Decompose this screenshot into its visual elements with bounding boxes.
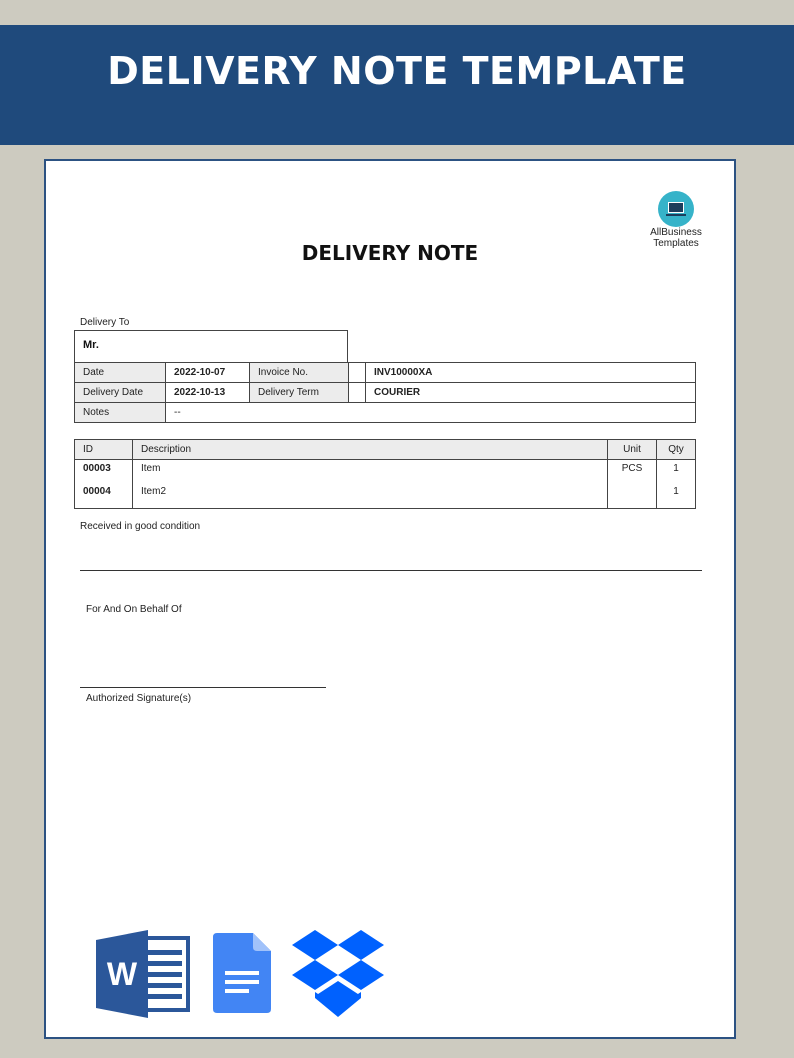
recipient-box xyxy=(74,330,348,363)
item-description: Item2 xyxy=(133,483,608,509)
header-qty: Qty xyxy=(657,440,696,460)
banner xyxy=(0,25,794,145)
info-label: Date xyxy=(75,363,166,383)
header-unit: Unit xyxy=(608,440,657,460)
item-description: Item xyxy=(133,460,608,484)
info-table xyxy=(74,362,696,423)
item-qty: 1 xyxy=(657,483,696,509)
signature-label: Authorized Signature(s) xyxy=(86,693,192,704)
info-spacer xyxy=(349,363,366,383)
laptop-icon xyxy=(658,191,694,227)
notes-label: Notes xyxy=(75,403,166,423)
behalf-label: For And On Behalf Of xyxy=(86,604,182,615)
received-line xyxy=(80,570,702,571)
received-label: Received in good condition xyxy=(80,521,201,532)
items-table xyxy=(74,439,696,509)
info-value: 2022-10-07 xyxy=(166,363,250,383)
table-row xyxy=(75,483,696,509)
info-row xyxy=(75,363,696,383)
signature-line xyxy=(80,687,326,688)
item-unit xyxy=(608,483,657,509)
notes-row xyxy=(75,403,696,423)
info-row xyxy=(75,383,696,403)
info-spacer xyxy=(349,383,366,403)
info-value: 2022-10-13 xyxy=(166,383,250,403)
info-label: Invoice No. xyxy=(250,363,349,383)
document-title: DELIVERY NOTE xyxy=(301,241,479,265)
info-label: Delivery Term xyxy=(250,383,349,403)
svg-text:W: W xyxy=(106,956,138,992)
table-row xyxy=(75,460,696,484)
item-qty: 1 xyxy=(657,460,696,484)
logo-line-1: AllBusiness xyxy=(650,227,702,238)
item-id: 00003 xyxy=(75,460,133,484)
notes-value: -- xyxy=(166,403,696,423)
items-header-row xyxy=(75,440,696,460)
delivery-to-label: Delivery To xyxy=(80,317,130,328)
document-sheet xyxy=(44,159,736,1039)
header-id: ID xyxy=(75,440,133,460)
recipient-name: Mr. xyxy=(83,339,99,351)
info-value: COURIER xyxy=(366,383,696,403)
item-id: 00004 xyxy=(75,483,133,509)
google-docs-icon xyxy=(213,933,271,1013)
item-unit: PCS xyxy=(608,460,657,484)
header-description: Description xyxy=(133,440,608,460)
logo-line-2: Templates xyxy=(653,238,699,249)
info-label: Delivery Date xyxy=(75,383,166,403)
banner-title: DELIVERY NOTE TEMPLATE xyxy=(107,49,687,93)
info-value: INV10000XA xyxy=(366,363,696,383)
dropbox-icon xyxy=(292,930,384,1018)
word-icon xyxy=(96,930,190,1018)
